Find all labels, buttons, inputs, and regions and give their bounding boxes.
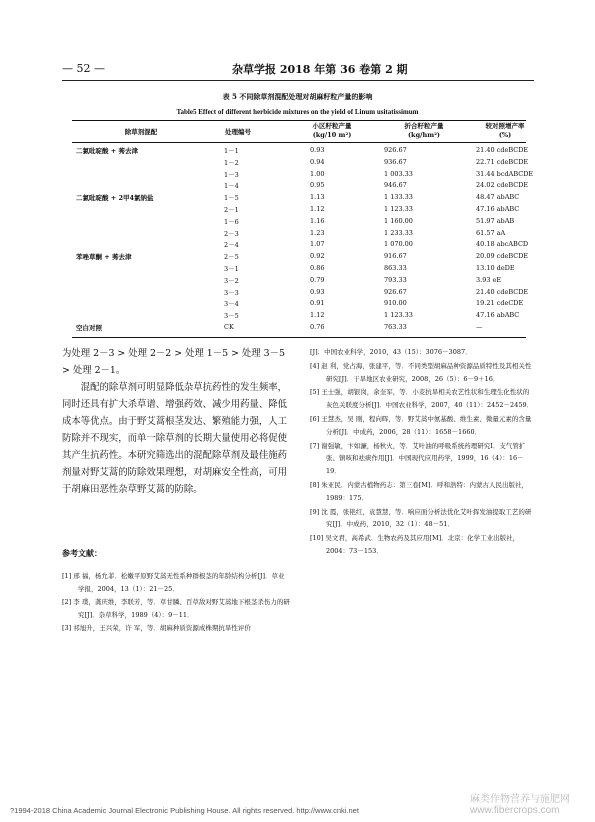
cell-treatment: 1－2 [224, 158, 239, 167]
cell-increase-rate: 19.21 cdeCDE [476, 299, 524, 308]
cell-plot-yield: 0.79 [310, 275, 325, 284]
reference-item: [4] 赵 利，党占海，张建平，等．不同类型胡麻品种资源品质特性及其相关性研究[J]．干旱地区农业研究，2008，26（5）：6－9＋16． [310, 361, 532, 383]
table-header-mixture: 除草剂混配 [124, 128, 158, 136]
table-header-increase-rate: 较对照增产率 (%) [485, 122, 525, 139]
cell-converted-yield: 863.33 [384, 264, 407, 272]
body-paragraph-1: 为处理 2－3 > 处理 2－2 > 处理 1－5 > 处理 3－5 > 处理 2－1。 [62, 348, 285, 376]
cell-mixture: 二氯吡啶酸 + 莠去津 [76, 147, 138, 155]
reference-item: [J]．中国农业科学，2010，43（15）：3076－3087． [310, 348, 472, 356]
table-row [72, 311, 526, 322]
cell-converted-yield: 793.33 [384, 275, 407, 284]
cell-increase-rate: 21.40 cdeBCDE [476, 287, 529, 296]
cell-converted-yield: 1 070.00 [384, 240, 413, 249]
reference-item: [3] 祁旭升，王兴荣，许 军，等．胡麻种质资源成株期抗旱性评价 [62, 624, 251, 632]
table-bottom-rule [72, 337, 526, 338]
reference-item: [8] 朱亚民．内蒙古植物药志：第三卷[M]．呼和浩特：内蒙古人民出版社，1989：175． [310, 480, 529, 502]
cell-mixture: 二氯吡啶酸 + 2甲4氯钠盐 [76, 194, 154, 203]
cell-plot-yield: 0.95 [310, 181, 325, 190]
cell-treatment: 3－1 [224, 265, 239, 273]
body-text [62, 345, 290, 498]
cell-treatment: 3－5 [224, 312, 239, 321]
cell-plot-yield: 1.13 [310, 193, 325, 202]
table-row [72, 299, 526, 310]
cell-increase-rate: 61.57 aA [476, 228, 506, 237]
cell-increase-rate: 31.44 bcdABCDE [476, 169, 534, 178]
cell-plot-yield: 0.86 [310, 264, 325, 272]
cell-treatment: 2－1 [224, 206, 239, 214]
table-row [72, 264, 526, 275]
cell-mixture: 苯唑草酮 + 莠去津 [76, 253, 132, 262]
cell-converted-yield: 1 123.33 [384, 311, 413, 320]
cell-converted-yield: 936.67 [384, 157, 407, 166]
cell-treatment: 1－4 [224, 182, 239, 191]
table-row [72, 157, 529, 169]
reference-item: [9] 沈 霞，张艳红，袁慧慧，等．响应面分析法优化艾叶挥发油提取工艺的研究[J]．中成药，2010，32（1）：48－51． [310, 507, 532, 529]
cell-converted-yield: 910.00 [384, 299, 407, 308]
references-right [310, 346, 534, 559]
table-row [72, 169, 534, 181]
cell-plot-yield: 1.23 [310, 228, 325, 237]
cell-increase-rate: 47.16 abABC [476, 311, 520, 320]
cell-plot-yield: 1.12 [310, 205, 325, 213]
table-top-rule [72, 120, 526, 121]
reference-item: [7] 谢强敏，卞如濂，杨秋火，等．艾叶油的呼吸系统药理研究Ⅰ．支气管扩张、镇咳和祛痰作用[J]．中国现代应用药学，1999，16（4）：16－19． [310, 441, 526, 476]
cell-treatment: 1－3 [224, 170, 239, 179]
table-caption-cn: 表 5 不同除草剂混配处理对胡麻籽粒产量的影响 [222, 92, 373, 101]
cell-converted-yield: 946.67 [384, 181, 407, 190]
cell-treatment: 2－4 [224, 241, 239, 250]
table-row [72, 146, 529, 157]
reference-item: [1] 邢 福，杨允菲．松嫩平原野艾蒿无性系种群根茎的年龄结构分析[J]．草业学报，2004，13（1）：21－25． [62, 572, 285, 593]
reference-item: [5] 王士强，胡银岗，余奎军，等．小麦抗旱相关农艺性状和生理生化性状的灰色关联度分析[J]．中国农业科学，2007，40（11）：2452－2459． [310, 388, 534, 410]
cell-plot-yield: 0.76 [310, 323, 325, 331]
cell-converted-yield: 926.67 [384, 146, 407, 154]
cell-treatment: CK [224, 323, 234, 331]
page-number: — 52 — [62, 62, 105, 75]
watermark: 麻类作物营养与施肥网 www.fibercrops.com [470, 794, 570, 816]
table-row [72, 240, 529, 251]
cell-treatment: 3－2 [224, 276, 239, 285]
cell-mixture: 空白对照 [76, 324, 102, 332]
table-row [72, 323, 526, 334]
cell-increase-rate: 24.02 cdeBCDE [476, 181, 529, 190]
cell-increase-rate: — [476, 323, 483, 331]
cell-treatment: 1－6 [224, 217, 239, 226]
cell-plot-yield: 0.93 [310, 146, 325, 154]
table-header-rule [72, 142, 526, 143]
cell-plot-yield: 0.92 [310, 252, 325, 261]
table-row [72, 181, 529, 192]
cell-plot-yield: 1.16 [310, 216, 325, 225]
cell-increase-rate: 47.16 abABC [476, 205, 520, 213]
cell-increase-rate: 22.71 cdeBCDE [476, 157, 529, 166]
cell-converted-yield: 1 133.33 [384, 193, 413, 202]
cell-plot-yield: 0.94 [310, 157, 325, 166]
table-header-plot-yield: 小区籽粒产量 (kg/10 m²) [312, 122, 352, 139]
reference-item: [2] 李 璞，龚庆维，李联芳，等．草甘膦、百草敌对野艾蒿地下根茎杀伤力的研究[J]．杂草科学，1989（4）：9－11． [62, 598, 290, 619]
cell-plot-yield: 0.91 [310, 299, 325, 308]
cell-converted-yield: 1 123.33 [384, 205, 413, 213]
cell-treatment: 3－4 [224, 300, 239, 309]
cell-increase-rate: 20.09 cdeBCDE [476, 252, 529, 261]
header-rule [62, 80, 534, 81]
table-header-treatment: 处理编号 [225, 128, 251, 136]
cell-increase-rate: 40.18 abcABCD [476, 240, 529, 249]
body-paragraph-2: 混配的除草剂可明显降低杂草抗药性的发生频率，同时还具有扩大杀草谱、增强药效、减少用药量、降低成本等优点。由于野艾蒿根茎发达、繁殖能力强，人工防除并不现实，而单一除草剂的长期大量使用必将促使其产生抗药性。本研究筛选出的混配除草剂及最佳施药剂量对野艾蒿的防除效果理想，对胡麻安全性高，可用于胡麻田恶性杂草野艾蒿的防除。 [62, 382, 288, 495]
cell-converted-yield: 926.67 [384, 287, 407, 296]
table-row [72, 217, 526, 228]
table-row [72, 229, 526, 240]
cell-increase-rate: 51.97 abAB [476, 216, 515, 225]
references-title: 参考文献： [62, 548, 102, 558]
cell-treatment: 1－5 [224, 194, 239, 203]
table-row [72, 193, 526, 204]
cell-converted-yield: 763.33 [384, 323, 407, 331]
reference-item: [6] 王慧杰，吴 刚，程向晖，等．野艾蒿中氨基酸、维生素、微量元素的含量分析[J]．中成药，2006，28（11）：1658－1660． [310, 414, 532, 436]
table-row [72, 205, 526, 216]
reference-item: [10] 吴文君，高希武．生物农药及其应用[M]．北京：化学工业出版社，2004：73－153． [310, 534, 520, 555]
cell-converted-yield: 1 233.33 [384, 228, 413, 237]
cell-plot-yield: 1.07 [310, 240, 325, 249]
cell-plot-yield: 1.12 [310, 311, 325, 320]
table-caption-en: Table5 Effect of different herbicide mixtures on the yield of Linum usitatissimum [176, 108, 419, 116]
cell-treatment: 2－5 [224, 253, 239, 262]
table-row [72, 287, 529, 299]
cell-converted-yield: 1 003.33 [384, 169, 413, 178]
cell-plot-yield: 1.00 [310, 169, 325, 178]
cell-plot-yield: 0.93 [310, 287, 325, 296]
cell-treatment: 3－3 [224, 288, 239, 297]
cell-converted-yield: 1 160.00 [384, 216, 413, 225]
cell-converted-yield: 916.67 [384, 252, 407, 261]
journal-header: 杂草学报 2018 年第 36 卷第 2 期 [232, 63, 408, 76]
cell-increase-rate: 13.10 deDE [476, 264, 515, 272]
table-row [72, 252, 529, 263]
cell-increase-rate: 3.93 eE [476, 275, 502, 284]
cell-increase-rate: 48.47 abABC [476, 193, 520, 202]
cell-increase-rate: 21.40 cdeBCDE [476, 146, 529, 154]
cell-treatment: 2－3 [224, 229, 239, 238]
table-header-converted-yield: 折合籽粒产量 (kg/hm²) [404, 122, 444, 139]
copyright-footer: ?1994-2018 China Academic Journal Electronic Publishing House. All rights reserved. http://www.cnki.net [10, 806, 359, 815]
table-row [72, 276, 526, 287]
references-left [62, 570, 290, 636]
cell-treatment: 1－1 [224, 147, 239, 155]
